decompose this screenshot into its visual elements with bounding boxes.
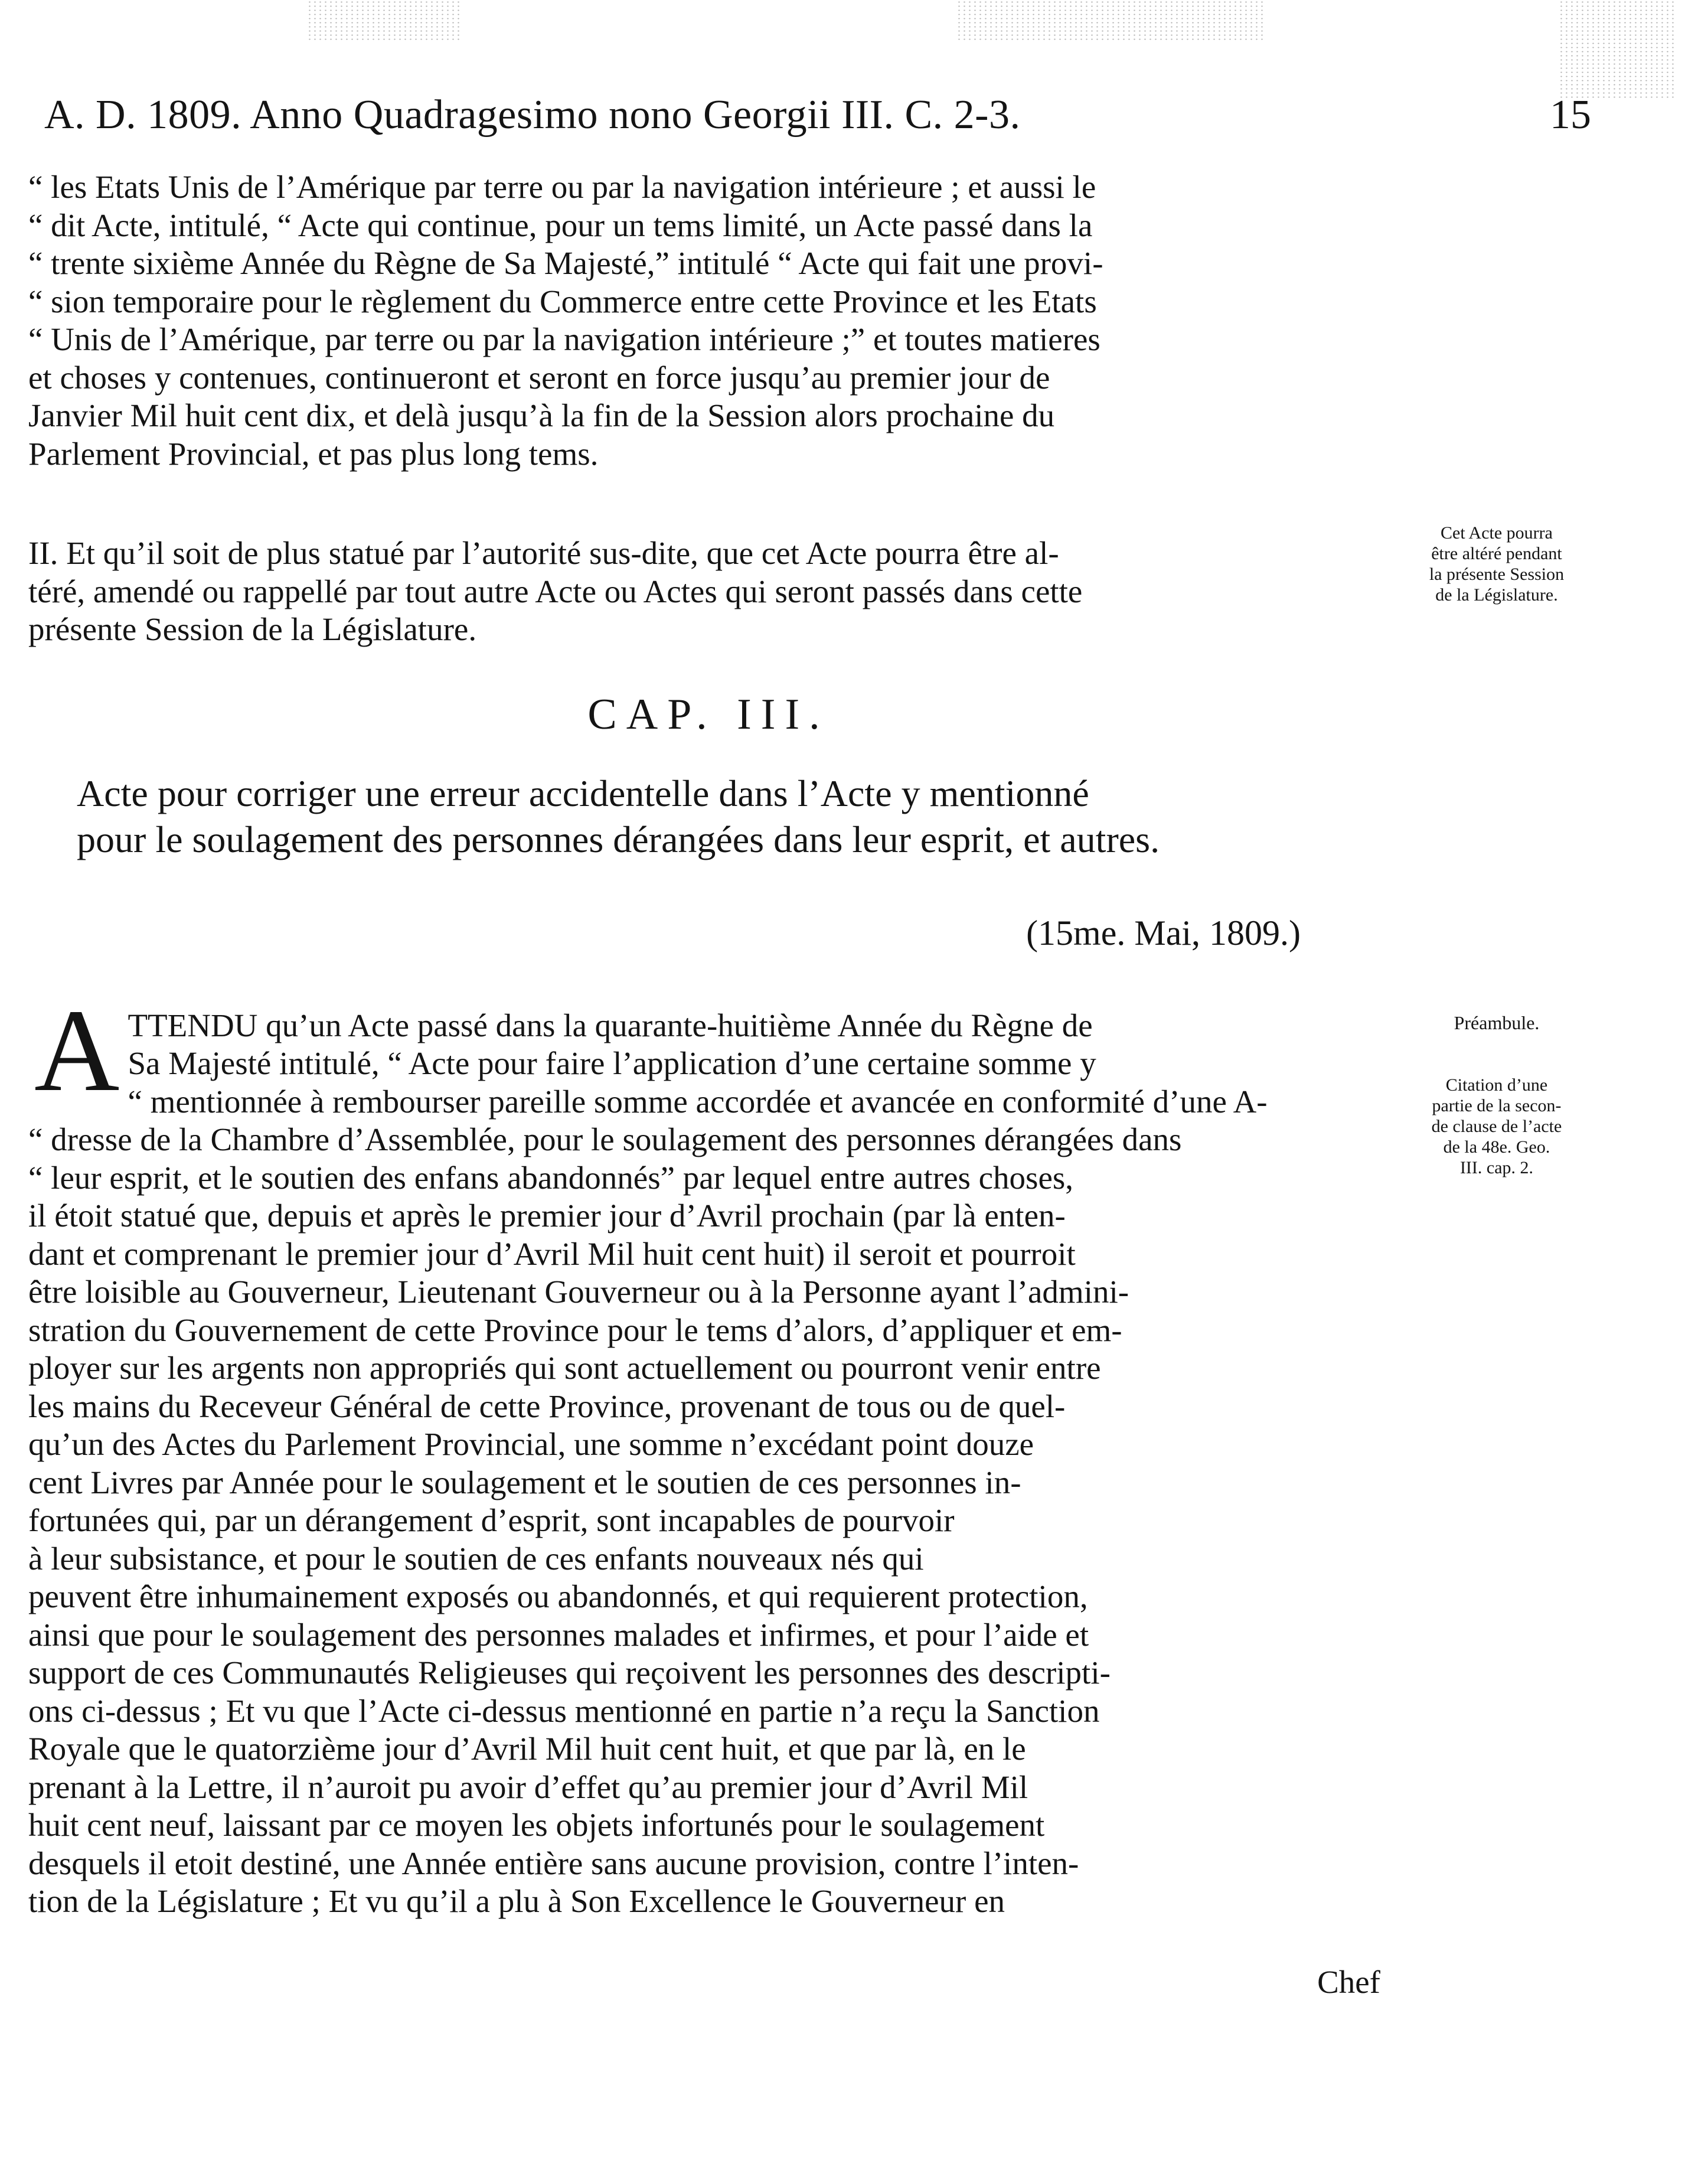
page-number: 15 — [1550, 92, 1591, 138]
running-head — [44, 83, 1591, 148]
preamble-body: TTENDU qu’un Acte passé dans la quarante-huitième Année du Règne de Sa Majesté intitulé, “ Acte pour faire l’application d’une certaine somme y “ mentionnée à rembourser pareille somme accordée et avancée en conformité d’une A- “ dresse de la Chambre d’Assemblée, pour le soulagement des personnes dérangées dans “ leur esprit, et le soutien des enfans abandonnés” par lequel entre autres choses, il étoit statué que, depuis et après le premier jour d’Avril prochain (par là enten- dant et comprenant le premier jour d’Avril Mil huit cent huit) il seroit et pourroit être loisible au Gouverneur, Lieutenant Gouverneur ou à la Personne ayant l’admini- stration du Gouvernement de cette Province pour le tems d’alors, d’appliquer et em- ployer sur les argents non appropriés qui sont actuellement ou pourront venir entre les mains du Receveur Général de cette Province, provenant de tous ou de quel- qu’un des Actes du Parlement Provincial, une somme n’excédant point douze cent Livres par Année pour le soulagement et le soutien de ces personnes in- fortunées qui, par un dérangement d’esprit, sont incapables de pourvoir à leur subsistance, et pour le soutien de ces enfants nouveaux nés qui peuvent être inhumainement exposés ou abandonnés, et qui requierent protection, ainsi que pour le soulagement des personnes malades et infirmes, et pour l’aide et support de ces Communautés Religieuses qui reçoivent les personnes des descripti- ons ci-dessus ; Et vu que l’Acte ci-dessus mentionné en partie n’a reçu la Sanction Royale que le quatorzième jour d’Avril Mil huit cent huit, et que par là, en le prenant à la Lettre, il n’auroit pu avoir d’effet qu’au premier jour d’Avril Mil huit cent neuf, laissant par ce moyen les objets infortunés pour le soulagement desquels il etoit destiné, une Année entière sans aucune provision, contre l’inten- tion de la Législature ; Et vu qu’il a plu à Son Excellence le Gouverneur en — [28, 1007, 1268, 1919]
enactment-date: (15me. Mai, 1809.) — [1026, 913, 1301, 952]
margin-note-citation: Citation d’une partie de la secon- de clause de l’acte de la 48e. Geo. III. cap. 2. — [1431, 1075, 1562, 1177]
section-ii-paragraph: II. Et qu’il soit de plus statué par l’autorité sus-dite, que cet Acte pourra être al- téré, amendé ou rappellé par tout autre Acte ou Actes qui seront passés dans cette présente Session de la Législature. — [28, 535, 1083, 647]
margin-note-amendment: Cet Acte pourra être altéré pendant la présente Session de la Législature. — [1429, 523, 1565, 605]
margin-note-preamble: Préambule. — [1454, 1012, 1540, 1033]
scan-speckle — [956, 0, 1263, 41]
chapter-title: Acte pour corriger une erreur accidentelle dans l’Acte y mentionné pour le soulagement des personnes dérangées dans leur esprit, et autres. — [77, 772, 1160, 860]
lead-paragraph: “ les Etats Unis de l’Amérique par terre ou par la navigation intérieure ; et aussi le “ dit Acte, intitulé, “ Acte qui continue, pour un tems limité, un Acte passé dans la “ trente sixième Année du Règne de Sa Majesté,” intitulé “ Acte qui fait une provi- “ sion temporaire pour le règlement du Commerce entre cette Province et les Etats “ Unis de l’Amérique, par terre ou par la navigation intérieure ;” et toutes matieres et choses y contenues, continueront et seront en force jusqu’au premier jour de Janvier Mil huit cent dix, et delà jusqu’à la fin de la Session alors prochaine du Parlement Provincial, et pas plus long tems. — [28, 169, 1103, 472]
scan-speckle — [307, 0, 461, 41]
running-head-title: A. D. 1809. Anno Quadragesimo nono Georgii III. C. 2-3. — [44, 92, 1021, 138]
preamble-paragraph — [28, 968, 1380, 1921]
drop-cap: A — [34, 985, 120, 1116]
chapter-heading: CAP. III. — [587, 690, 829, 739]
catchword: Chef — [1317, 1964, 1380, 2000]
